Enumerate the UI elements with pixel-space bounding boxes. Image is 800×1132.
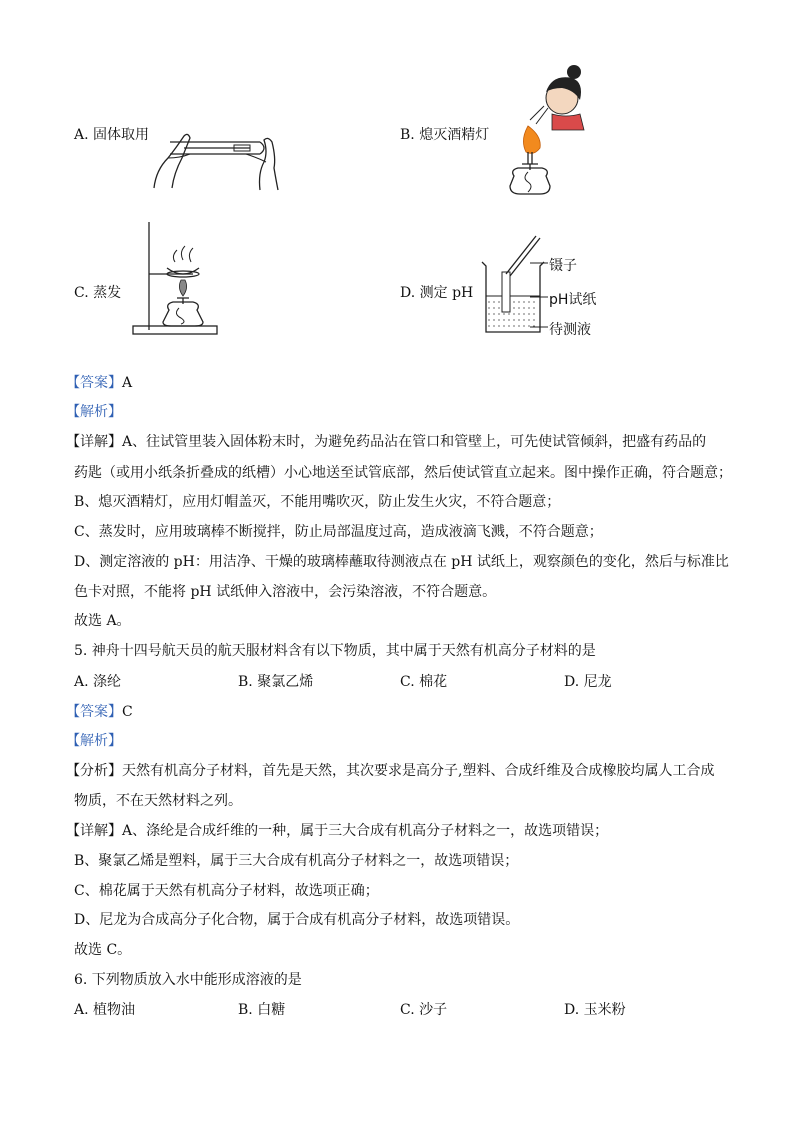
q6-stem: 6. 下列物质放入水中能形成溶液的是 <box>74 972 302 988</box>
q4-analysis-tag: 【解析】 <box>66 404 122 420</box>
q4-detail-line-3: B、熄灭酒精灯，应用灯帽盖灭，不能用嘴吹灭，防止发生火灾，不符合题意； <box>74 494 561 510</box>
q4-answer: 【答案】A <box>66 375 133 391</box>
q4-detail-line-2: 药匙（或用小纸条折叠成的纸槽）小心地送至试管底部，然后使试管直立起来。图中操作正确，符合题意； <box>74 465 732 481</box>
q6-option-c: C. 沙子 <box>400 1002 448 1018</box>
q4-detail-line-4: C、蒸发时，应用玻璃棒不断搅拌，防止局部温度过高，造成液滴飞溅，不符合题意； <box>74 524 603 540</box>
diagram-solid-taking <box>150 118 280 193</box>
q5-detail-line-2: B、聚氯乙烯是塑料，属于三大合成有机高分子材料之一，故选项错误； <box>74 853 519 869</box>
q4-detail-line-5: D、测定溶液的 pH：用洁净、干燥的玻璃棒蘸取待测液点在 pH 试纸上，观察颜色的变化，然后与标准比 <box>74 554 729 570</box>
q5-stem: 5. 神舟十四号航天员的航天服材料含有以下物质，其中属于天然有机高分子材料的是 <box>74 643 596 659</box>
q4-option-d: D. 测定 pH <box>400 285 474 301</box>
q6-option-d: D. 玉米粉 <box>564 1002 626 1018</box>
label-tweezers: 镊子 <box>549 258 577 274</box>
q5-detail-line-3: C、棉花属于天然有机高分子材料，故选项正确； <box>74 883 379 899</box>
q4-option-b: B. 熄灭酒精灯 <box>400 127 490 143</box>
q5-detail-line-4: D、尼龙为合成高分子化合物，属于合成有机高分子材料，故选项错误。 <box>74 912 520 928</box>
q5-fenxi-line-1: 【分析】天然有机高分子材料，首先是天然，其次要求是高分子,塑料、合成纤维及合成橡胶均属人工合成 <box>66 763 715 779</box>
q4-conclusion: 故选 A。 <box>74 613 131 629</box>
diagram-ph-label-leaders <box>530 255 550 335</box>
q6-option-b: B. 白糖 <box>238 1002 286 1018</box>
diagram-blowing-lamp <box>500 60 595 200</box>
q4-option-c: C. 蒸发 <box>74 285 122 301</box>
q5-option-b: B. 聚氯乙烯 <box>238 674 314 690</box>
q5-option-c: C. 棉花 <box>400 674 448 690</box>
q5-option-a: A. 涤纶 <box>74 674 122 690</box>
q5-fenxi-line-2: 物质，不在天然材料之列。 <box>74 793 242 809</box>
q5-answer: 【答案】C <box>66 704 133 720</box>
label-ph-paper: pH试纸 <box>549 292 597 308</box>
diagram-evaporation <box>125 218 225 338</box>
q5-analysis-tag: 【解析】 <box>66 733 122 749</box>
label-test-liquid: 待测液 <box>549 322 591 338</box>
q4-option-a: A. 固体取用 <box>74 127 150 143</box>
q6-option-a: A. 植物油 <box>74 1002 136 1018</box>
q5-option-d: D. 尼龙 <box>564 674 612 690</box>
q5-detail-line-1: 【详解】A、涤纶是合成纤维的一种，属于三大合成有机高分子材料之一，故选项错误； <box>66 823 609 839</box>
q5-conclusion: 故选 C。 <box>74 942 132 958</box>
q4-detail-line-6: 色卡对照，不能将 pH 试纸伸入溶液中，会污染溶液，不符合题意。 <box>74 584 497 600</box>
q4-detail-line-1: 【详解】A、往试管里装入固体粉末时，为避免药品沾在管口和管壁上，可先使试管倾斜，把盛有药品的 <box>66 434 707 450</box>
